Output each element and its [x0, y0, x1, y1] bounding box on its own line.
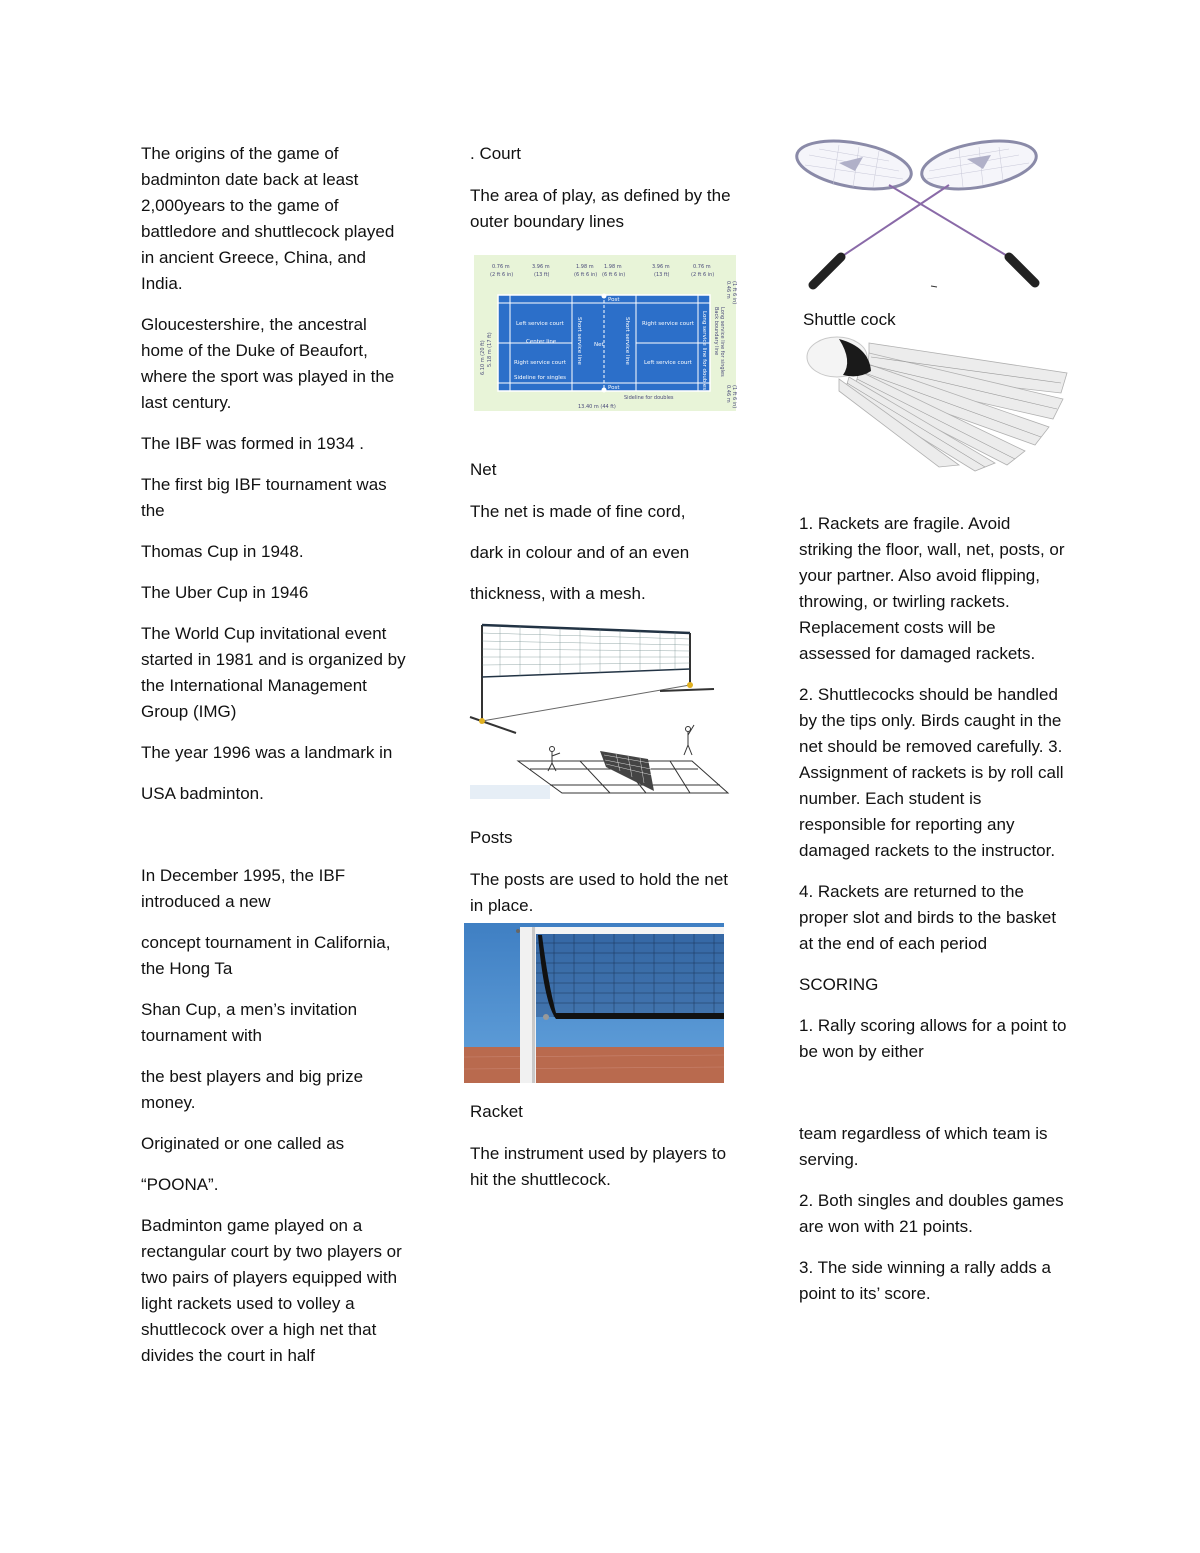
shuttlecock-image — [799, 333, 1069, 473]
dim-top-ft-2: (6 ft 6 in) — [574, 272, 598, 278]
dim-top-2: 1.98 m — [576, 264, 594, 270]
paragraph-shan-cup: Shan Cup, a men’s invitation tournament with — [141, 1000, 358, 1045]
dim-top-3: 1.98 m — [604, 264, 622, 270]
net-heading: Net — [470, 460, 497, 479]
court-heading: . Court — [470, 144, 522, 163]
paragraph-badminton-definition: Badminton game played on a rectangular court by two players or two pairs of players equipped with light rackets used to volley a shuttlecock over a high net that divides the court in half — [141, 1216, 402, 1365]
paragraph-1996: The year 1996 was a landmark in — [141, 743, 393, 762]
label-short-service-1: Short service line — [576, 317, 582, 365]
dim-top-4: 3.96 m — [652, 264, 670, 270]
scoring-2: team regardless of which team is serving. — [799, 1124, 1048, 1169]
paragraph-world-cup: The World Cup invitational event started in 1981 and is organized by the International Management Group (IMG) — [141, 624, 406, 721]
shuttle-heading: Shuttle cock — [803, 310, 896, 329]
post-marker-top — [602, 294, 607, 299]
posts-photo — [464, 923, 724, 1083]
dim-top-0: 0.76 m — [492, 264, 510, 270]
paragraph-december-1995: In December 1995, the IBF introduced a new — [141, 866, 346, 911]
label-post-bottom: Post — [608, 385, 620, 391]
net-line-2: dark in colour and of an even — [470, 543, 690, 562]
label-left-service-court-2: Left service court — [644, 360, 692, 366]
post-marker-bottom — [602, 388, 607, 393]
label-sideline-singles: Sideline for singles — [514, 375, 567, 381]
dim-left-0: 6.10 m (20 ft) — [480, 340, 486, 375]
scoring-heading: SCORING — [799, 975, 879, 994]
label-short-service-2: Short service line — [624, 317, 630, 365]
label-center-line: Center line — [526, 339, 557, 345]
dim-right-3: (1 ft 6 in) — [731, 385, 737, 409]
paragraph-prize-money: the best players and big prize money. — [141, 1067, 364, 1112]
label-long-service-doubles: Long service line for doubles — [701, 311, 707, 391]
dim-top-1: 3.96 m — [532, 264, 550, 270]
label-post-top: Post — [608, 297, 620, 303]
posts-description: The posts are used to hold the net in place. — [470, 870, 729, 915]
paragraph-usa: USA badminton. — [141, 784, 264, 803]
label-sideline-doubles: Sideline for doubles — [624, 395, 674, 401]
paragraph-gloucestershire: Gloucestershire, the ancestral home of the Duke of Beaufort, where the sport was played in the last century. — [141, 315, 395, 412]
dim-right-2: 0.46 m — [725, 385, 731, 403]
dim-top-ft-4: (13 ft) — [654, 272, 670, 278]
paragraph-concept: concept tournament in California, the Hong Ta — [141, 933, 391, 978]
net-line-1: The net is made of fine cord, — [470, 502, 686, 521]
rule-3: 4. Rackets are returned to the proper slot and birds to the basket at the end of each period — [799, 882, 1057, 953]
rackets-image — [799, 141, 1049, 291]
court-diagram — [474, 255, 736, 411]
court-description: The area of play, as defined by the outer boundary lines — [470, 186, 731, 231]
label-right-service-court-2: Right service court — [642, 321, 694, 327]
paragraph-thomas-cup: Thomas Cup in 1948. — [141, 542, 304, 561]
dim-bottom: 13.40 m (44 ft) — [578, 404, 616, 410]
dim-top-ft-1: (13 ft) — [534, 272, 550, 278]
history-column — [141, 141, 409, 1384]
label-right-service-court: Right service court — [514, 360, 566, 366]
equipment-column — [470, 141, 737, 1208]
label-net: Net — [594, 342, 604, 348]
rule-1: 1. Rackets are fragile. Avoid striking the floor, wall, net, posts, or your partner. Also avoid flipping, throwing, or twirling rackets. Replacement costs will be assessed for damaged rackets. — [799, 514, 1065, 663]
scoring-1: 1. Rally scoring allows for a point to be won by either — [799, 1016, 1067, 1061]
racket-heading: Racket — [470, 1102, 523, 1121]
paragraph-poona: “POONA”. — [141, 1175, 219, 1194]
label-back-boundary: Back boundary line — [713, 307, 719, 356]
net-illustration — [470, 617, 732, 799]
spacer — [141, 822, 409, 863]
paragraph-uber-cup: The Uber Cup in 1946 — [141, 583, 309, 602]
dim-left-1: 5.18 m (17 ft) — [487, 332, 493, 367]
racket-description: The instrument used by players to hit the shuttlecock. — [470, 1144, 727, 1189]
label-long-service-singles: Long service line for singles — [719, 307, 725, 377]
paragraph-originated: Originated or one called as — [141, 1134, 345, 1153]
scoring-3: 2. Both singles and doubles games are won with 21 points. — [799, 1191, 1064, 1236]
paragraph-first-tournament: The first big IBF tournament was the — [141, 475, 387, 520]
posts-heading: Posts — [470, 828, 513, 847]
rules-column — [799, 141, 1067, 1322]
dim-top-5: 0.76 m — [693, 264, 711, 270]
rule-2: 2. Shuttlecocks should be handled by the tips only. Birds caught in the net should be removed carefully. 3. Assignment of rackets is by roll call number. Each student is responsible for reporting any damaged rackets to the instructor. — [799, 685, 1064, 860]
label-left-service-court: Left service court — [516, 321, 564, 327]
dim-right-0: 0.46 m — [725, 281, 731, 299]
net-line-3: thickness, with a mesh. — [470, 584, 646, 603]
dim-right-1: (1 ft 6 in) — [731, 281, 737, 305]
dim-top-ft-5: (2 ft 6 in) — [691, 272, 715, 278]
dim-top-ft-0: (2 ft 6 in) — [490, 272, 514, 278]
paragraph-ibf-formed: The IBF was formed in 1934 . — [141, 434, 364, 453]
paragraph-origins: The origins of the game of badminton date back at least 2,000years to the game of battledore and shuttlecock played in ancient Greece, China, and India. — [141, 144, 395, 293]
dim-top-ft-3: (6 ft 6 in) — [602, 272, 626, 278]
scoring-4: 3. The side winning a rally adds a point to its’ score. — [799, 1258, 1052, 1303]
